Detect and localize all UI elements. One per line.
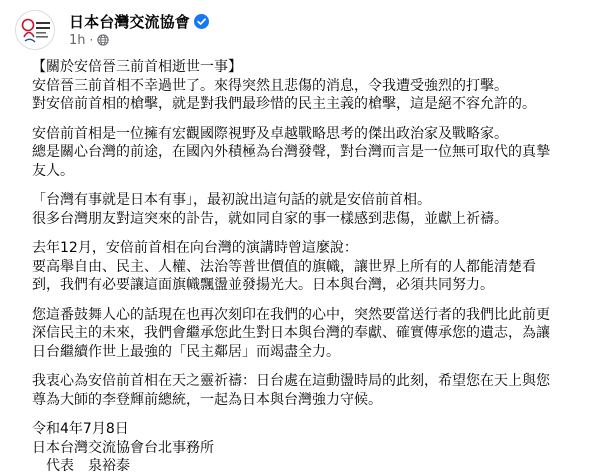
post-paragraph	[32, 58, 577, 114]
post-line: 去年12月，安倍前首相在向台灣的演講時曾這麼說：	[32, 240, 358, 256]
meta-separator: ·	[89, 33, 94, 47]
post-line: 安倍晉三前首相不幸過世了。來得突然且悲傷的消息，令我遭受強烈的打擊。	[32, 77, 508, 94]
post-line: 【關於安倍晉三前首相逝世一事】	[32, 59, 242, 75]
verified-badge-icon	[194, 14, 209, 29]
post-representative: 代表 泉裕泰	[32, 458, 130, 474]
post-paragraph	[32, 306, 577, 362]
post-paragraph	[32, 125, 577, 181]
post-line: 到，我們有必要讓這面旗幟飄盪並發揚光大。日本與台灣，必須共同努力。	[32, 277, 494, 293]
post-paragraph	[32, 239, 577, 295]
post-line: 很多台灣朋友對這突來的訃告，就如同自家的事一樣感到悲傷，並獻上祈禱。	[32, 210, 508, 227]
post-signature	[32, 420, 577, 476]
globe-icon[interactable]	[97, 34, 109, 46]
page-name-row	[69, 11, 209, 31]
post-paragraph	[32, 191, 577, 228]
post-message	[32, 58, 577, 476]
post-line: 尊為大師的李登輝前總統，一起為日本與台灣強力守候。	[32, 391, 382, 408]
post-line: 友人。	[32, 162, 74, 179]
post-line: 「台灣有事就是日本有事」，最初說出這句話的就是安倍前首相。	[32, 192, 431, 208]
post-line: 總是關心台灣的前途，在國內外積極為台灣發聲，對台灣而言是一位無可取代的真摯	[32, 144, 550, 160]
post-timestamp[interactable]: 1h	[69, 32, 86, 48]
post-line: 要高舉自由、民主、人權、法治等普世價值的旗幟，讓世界上所有的人都能清楚看	[32, 258, 536, 275]
post-line: 日台繼續作世上最強的「民主鄰居」而竭盡全力。	[32, 343, 340, 360]
association-logo-icon	[16, 11, 54, 49]
page-avatar[interactable]	[15, 10, 55, 50]
post-line: 我衷心為安倍前首相在天之靈祈禱：日台處在這動盪時局的此刻，希望您在天上與您	[32, 373, 550, 389]
post-line: 您這番鼓舞人心的話現在也再次刻印在我們的心中，突然要當送行者的我們比此前更	[32, 306, 550, 323]
post-date: 令和4年7月8日	[32, 421, 129, 437]
post-header	[15, 10, 575, 50]
post-line: 安倍前首相是一位擁有宏觀國際視野及卓越戰略思考的傑出政治家及戰略家。	[32, 125, 508, 142]
post-line: 對安倍前首相的槍擊，就是對我們最珍惜的民主主義的槍擊，這是絕不容允許的。	[32, 96, 536, 112]
post-paragraph	[32, 372, 577, 409]
post-meta	[69, 32, 109, 48]
post-office: 日本台灣交流協會台北事務所	[32, 439, 214, 456]
post-line: 深信民主的未來，我們會繼承您此生對日本與台灣的奉獻、確實傳承您的遺志，為讓	[32, 325, 550, 341]
page-name[interactable]: 日本台灣交流協會	[69, 12, 190, 31]
